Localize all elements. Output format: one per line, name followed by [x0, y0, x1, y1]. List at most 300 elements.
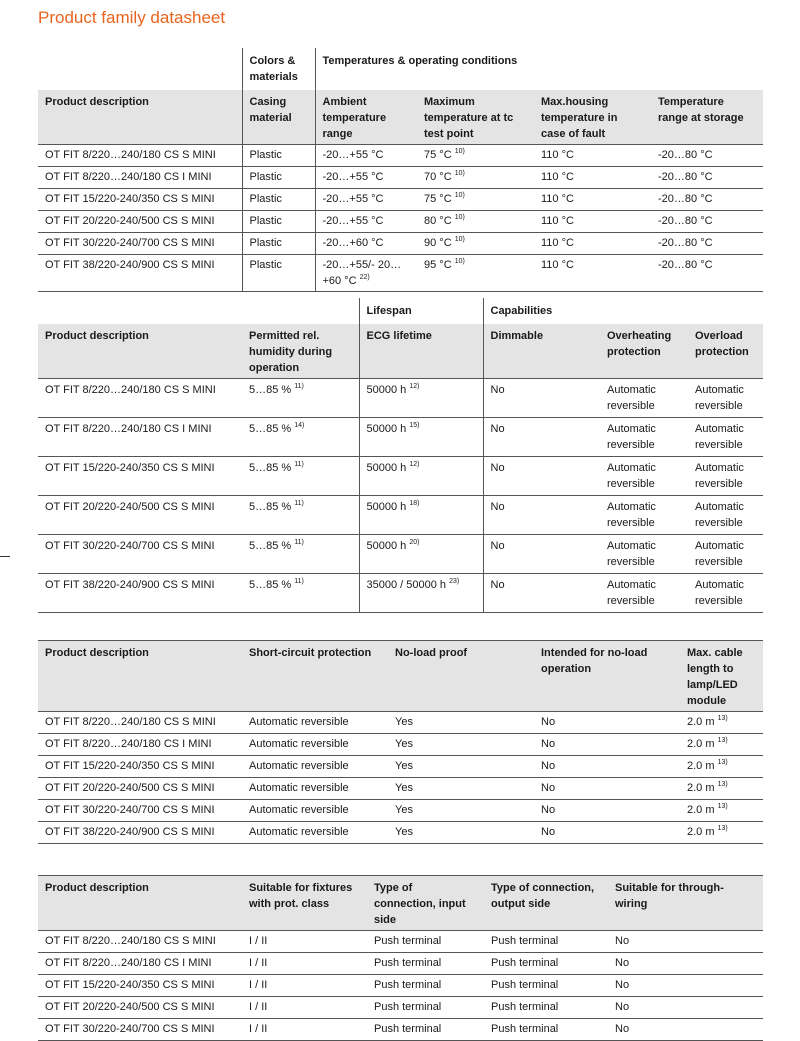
dimmable-cell-value: No	[490, 501, 505, 513]
overheating-cell-value: Automatic reversible	[607, 462, 656, 490]
overheating-cell	[600, 379, 688, 418]
fixtures-cell-value: I / II	[249, 979, 268, 991]
connection-input-cell	[367, 975, 484, 997]
dimmable-cell	[483, 535, 600, 574]
footnote-ref: 10)	[454, 192, 465, 199]
connection-output-cell	[484, 975, 608, 997]
lifetime-cell	[359, 535, 483, 574]
product-name	[38, 734, 242, 756]
through-wiring-cell-value: No	[615, 979, 630, 991]
product-name-value: OT FIT 38/220-240/900 CS S MINI	[45, 579, 215, 591]
casing-cell-value: Plastic	[249, 149, 282, 161]
product-name-value: OT FIT 8/220…240/180 CS S MINI	[45, 935, 216, 947]
max-housing-cell	[534, 145, 651, 167]
product-name-value: OT FIT 8/220…240/180 CS S MINI	[45, 149, 216, 161]
no-load-operation-cell	[534, 800, 680, 822]
cable-length-cell-value: 2.0 m	[687, 738, 715, 750]
casing-cell	[242, 189, 315, 211]
connection-output-cell-value: Push terminal	[491, 935, 559, 947]
connection-input-cell	[367, 1019, 484, 1041]
through-wiring-cell	[608, 975, 763, 997]
protection-table	[38, 640, 763, 844]
short-circuit-cell	[242, 800, 388, 822]
product-name	[38, 953, 242, 975]
footnote-ref: 13)	[717, 759, 728, 766]
no-load-proof-cell	[388, 734, 534, 756]
footnote-ref: 10)	[454, 170, 465, 177]
storage-cell-value: -20…80 °C	[658, 171, 713, 183]
overload-cell-value: Automatic reversible	[695, 501, 744, 529]
connection-output-cell	[484, 931, 608, 953]
product-name-value: OT FIT 8/220…240/180 CS I MINI	[45, 738, 212, 750]
humidity-cell	[242, 457, 359, 496]
overload-cell	[688, 379, 763, 418]
footnote-ref: 20)	[409, 539, 420, 546]
fixtures-cell	[242, 975, 367, 997]
lifetime-cell	[359, 457, 483, 496]
max-tc-cell-value: 75 °C	[424, 193, 452, 205]
product-name-value: OT FIT 8/220…240/180 CS I MINI	[45, 423, 212, 435]
no-load-operation-cell	[534, 712, 680, 734]
footnote-ref: 11)	[294, 461, 304, 468]
product-name	[38, 822, 242, 844]
no-load-proof-cell-value: Yes	[395, 782, 413, 794]
no-load-operation-cell-value: No	[541, 804, 556, 816]
cable-length-cell	[680, 712, 763, 734]
connection-input-cell-value: Push terminal	[374, 979, 442, 991]
lifetime-cell-value: 35000 / 50000 h	[366, 579, 447, 591]
header-product: Product description	[38, 90, 242, 145]
table-row	[38, 189, 763, 211]
header-dimmable: Dimmable	[483, 324, 600, 379]
product-name-value: OT FIT 30/220-240/700 CS S MINI	[45, 1023, 215, 1035]
no-load-operation-cell-value: No	[541, 826, 556, 838]
table-row	[38, 997, 763, 1019]
ambient-cell	[315, 255, 417, 292]
cable-length-cell	[680, 800, 763, 822]
footnote-ref: 18)	[409, 500, 420, 507]
no-load-operation-cell	[534, 822, 680, 844]
max-housing-cell	[534, 211, 651, 233]
dimmable-cell	[483, 418, 600, 457]
table-row	[38, 167, 763, 189]
casing-cell-value: Plastic	[249, 171, 282, 183]
fixtures-cell-value: I / II	[249, 1023, 268, 1035]
cable-length-cell-value: 2.0 m	[687, 804, 715, 816]
lifetime-cell	[359, 574, 483, 613]
overheating-cell-value: Automatic reversible	[607, 579, 656, 607]
overload-cell-value: Automatic reversible	[695, 423, 744, 451]
max-housing-cell-value: 110 °C	[541, 171, 574, 183]
product-name-value: OT FIT 20/220-240/500 CS S MINI	[45, 1001, 215, 1013]
group-temperatures: Temperatures & operating conditions	[315, 48, 763, 90]
through-wiring-cell-value: No	[615, 1023, 630, 1035]
product-name-value: OT FIT 15/220-240/350 CS S MINI	[45, 760, 215, 772]
footnote-ref: 13)	[717, 715, 728, 722]
dimmable-cell-value: No	[490, 462, 505, 474]
humidity-cell-value: 5…85 %	[249, 579, 292, 591]
table-row	[38, 574, 763, 613]
table-row	[38, 712, 763, 734]
footnote-ref: 10)	[454, 258, 465, 265]
table-row	[38, 145, 763, 167]
fixtures-cell-value: I / II	[249, 1001, 268, 1013]
no-load-proof-cell-value: Yes	[395, 804, 413, 816]
footnote-ref: 13)	[717, 737, 728, 744]
short-circuit-cell-value: Automatic reversible	[249, 804, 349, 816]
overheating-cell-value: Automatic reversible	[607, 501, 656, 529]
footnote-ref: 11)	[294, 383, 304, 390]
humidity-cell-value: 5…85 %	[249, 501, 292, 513]
footnote-ref: 15)	[409, 422, 420, 429]
header-connection-output: Type of connection, output side	[484, 876, 608, 931]
max-housing-cell-value: 110 °C	[541, 215, 574, 227]
lifetime-cell-value: 50000 h	[366, 384, 407, 396]
footnote-ref: 14)	[294, 422, 305, 429]
connection-output-cell-value: Push terminal	[491, 1023, 559, 1035]
through-wiring-cell	[608, 997, 763, 1019]
overload-cell	[688, 574, 763, 613]
max-tc-cell	[417, 211, 534, 233]
ambient-cell	[315, 167, 417, 189]
storage-cell-value: -20…80 °C	[658, 215, 713, 227]
casing-cell	[242, 211, 315, 233]
fixtures-cell	[242, 953, 367, 975]
product-name	[38, 997, 242, 1019]
header-overload: Overload protection	[688, 324, 763, 379]
table-row	[38, 457, 763, 496]
product-name	[38, 211, 242, 233]
overload-cell-value: Automatic reversible	[695, 384, 744, 412]
no-load-operation-cell	[534, 778, 680, 800]
product-name	[38, 189, 242, 211]
header-product: Product description	[38, 641, 242, 712]
connection-input-cell	[367, 997, 484, 1019]
short-circuit-cell	[242, 712, 388, 734]
product-name	[38, 167, 242, 189]
group-capabilities: Capabilities	[483, 298, 763, 324]
casing-cell	[242, 145, 315, 167]
group-spacer	[242, 298, 359, 324]
max-tc-cell	[417, 167, 534, 189]
lifetime-cell-value: 50000 h	[366, 462, 407, 474]
no-load-proof-cell-value: Yes	[395, 716, 413, 728]
group-colors-materials: Colors & materials	[242, 48, 315, 90]
product-name-value: OT FIT 15/220-240/350 CS S MINI	[45, 462, 215, 474]
through-wiring-cell-value: No	[615, 935, 630, 947]
humidity-cell	[242, 379, 359, 418]
product-name-value: OT FIT 20/220-240/500 CS S MINI	[45, 215, 215, 227]
overheating-cell-value: Automatic reversible	[607, 540, 656, 568]
storage-cell	[651, 211, 763, 233]
product-name	[38, 535, 242, 574]
storage-cell	[651, 145, 763, 167]
no-load-proof-cell	[388, 712, 534, 734]
header-max-housing: Max.housing temperature in case of fault	[534, 90, 651, 145]
footnote-ref: 13)	[717, 781, 728, 788]
footnote-ref: 13)	[717, 825, 728, 832]
max-housing-cell-value: 110 °C	[541, 149, 574, 161]
overheating-cell-value: Automatic reversible	[607, 423, 656, 451]
no-load-proof-cell-value: Yes	[395, 826, 413, 838]
lifetime-cell	[359, 379, 483, 418]
product-name-value: OT FIT 38/220-240/900 CS S MINI	[45, 826, 215, 838]
lifespan-capabilities-table	[38, 298, 763, 613]
humidity-cell	[242, 496, 359, 535]
group-lifespan: Lifespan	[359, 298, 483, 324]
table-row	[38, 1019, 763, 1041]
table-row	[38, 931, 763, 953]
fixtures-cell-value: I / II	[249, 935, 268, 947]
through-wiring-cell	[608, 953, 763, 975]
cable-length-cell	[680, 734, 763, 756]
dimmable-cell-value: No	[490, 423, 505, 435]
humidity-cell-value: 5…85 %	[249, 462, 292, 474]
storage-cell	[651, 255, 763, 292]
product-name	[38, 1019, 242, 1041]
ambient-cell-value: -20…+55 °C	[322, 149, 384, 161]
header-connection-input: Type of connection, input side	[367, 876, 484, 931]
fixtures-cell-value: I / II	[249, 957, 268, 969]
table-row	[38, 953, 763, 975]
header-max-tc: Maximum temperature at tc test point	[417, 90, 534, 145]
through-wiring-cell	[608, 931, 763, 953]
dimmable-cell-value: No	[490, 384, 505, 396]
header-short-circuit: Short-circuit protection	[242, 641, 388, 712]
no-load-operation-cell-value: No	[541, 738, 556, 750]
max-tc-cell-value: 80 °C	[424, 215, 452, 227]
storage-cell	[651, 167, 763, 189]
connection-output-cell	[484, 997, 608, 1019]
page-title: Product family datasheet	[38, 8, 226, 27]
humidity-cell	[242, 418, 359, 457]
cable-length-cell-value: 2.0 m	[687, 716, 715, 728]
connection-input-cell-value: Push terminal	[374, 935, 442, 947]
lifetime-cell	[359, 418, 483, 457]
overheating-cell	[600, 418, 688, 457]
lifetime-cell	[359, 496, 483, 535]
no-load-operation-cell-value: No	[541, 782, 556, 794]
header-lifetime: ECG lifetime	[359, 324, 483, 379]
short-circuit-cell	[242, 756, 388, 778]
fixtures-cell	[242, 1019, 367, 1041]
no-load-proof-cell-value: Yes	[395, 760, 413, 772]
header-through-wiring: Suitable for through-wiring	[608, 876, 763, 931]
product-name-value: OT FIT 15/220-240/350 CS S MINI	[45, 979, 215, 991]
product-name-value: OT FIT 15/220-240/350 CS S MINI	[45, 193, 215, 205]
footnote-ref: 13)	[717, 803, 728, 810]
product-name-value: OT FIT 8/220…240/180 CS S MINI	[45, 384, 216, 396]
table-row	[38, 496, 763, 535]
max-tc-cell-value: 75 °C	[424, 149, 452, 161]
table-row	[38, 379, 763, 418]
header-overheating: Overheating protection	[600, 324, 688, 379]
dimmable-cell-value: No	[490, 579, 505, 591]
short-circuit-cell-value: Automatic reversible	[249, 738, 349, 750]
ambient-cell	[315, 145, 417, 167]
connection-input-cell-value: Push terminal	[374, 1001, 442, 1013]
table-row	[38, 734, 763, 756]
header-humidity: Permitted rel. humidity during operation	[242, 324, 359, 379]
table-row	[38, 778, 763, 800]
overheating-cell	[600, 535, 688, 574]
casing-cell-value: Plastic	[249, 259, 282, 271]
footnote-ref: 12)	[409, 383, 420, 390]
storage-cell	[651, 189, 763, 211]
cable-length-cell	[680, 822, 763, 844]
product-name-value: OT FIT 8/220…240/180 CS I MINI	[45, 957, 212, 969]
fixtures-cell	[242, 997, 367, 1019]
footnote-ref: 22)	[359, 274, 370, 281]
product-name	[38, 975, 242, 997]
dimmable-cell	[483, 574, 600, 613]
through-wiring-cell-value: No	[615, 957, 630, 969]
product-name	[38, 778, 242, 800]
product-name	[38, 574, 242, 613]
product-name	[38, 379, 242, 418]
product-name	[38, 255, 242, 292]
overload-cell	[688, 457, 763, 496]
header-cable-length: Max. cable length to lamp/LED module	[680, 641, 763, 712]
connection-output-cell	[484, 953, 608, 975]
cable-length-cell-value: 2.0 m	[687, 760, 715, 772]
casing-cell	[242, 233, 315, 255]
connection-output-cell-value: Push terminal	[491, 979, 559, 991]
product-name-value: OT FIT 30/220-240/700 CS S MINI	[45, 540, 215, 552]
ambient-cell-value: -20…+55/- 20…+60 °C	[322, 259, 402, 287]
storage-cell	[651, 233, 763, 255]
short-circuit-cell-value: Automatic reversible	[249, 760, 349, 772]
no-load-proof-cell	[388, 756, 534, 778]
connection-table	[38, 875, 763, 1041]
no-load-proof-cell	[388, 822, 534, 844]
short-circuit-cell	[242, 778, 388, 800]
connection-input-cell-value: Push terminal	[374, 957, 442, 969]
no-load-operation-cell-value: No	[541, 760, 556, 772]
humidity-cell	[242, 535, 359, 574]
ambient-cell-value: -20…+60 °C	[322, 237, 384, 249]
no-load-operation-cell	[534, 734, 680, 756]
margin-mark	[0, 556, 10, 557]
max-tc-cell-value: 90 °C	[424, 237, 452, 249]
product-name	[38, 756, 242, 778]
lifetime-cell-value: 50000 h	[366, 501, 407, 513]
table-row	[38, 975, 763, 997]
short-circuit-cell	[242, 822, 388, 844]
short-circuit-cell	[242, 734, 388, 756]
connection-output-cell-value: Push terminal	[491, 1001, 559, 1013]
storage-cell-value: -20…80 °C	[658, 259, 713, 271]
max-tc-cell	[417, 189, 534, 211]
no-load-proof-cell-value: Yes	[395, 738, 413, 750]
table-row	[38, 255, 763, 292]
connection-output-cell-value: Push terminal	[491, 957, 559, 969]
max-tc-cell-value: 70 °C	[424, 171, 452, 183]
no-load-operation-cell-value: No	[541, 716, 556, 728]
footnote-ref: 11)	[294, 539, 304, 546]
overload-cell	[688, 535, 763, 574]
header-ambient: Ambient temperature range	[315, 90, 417, 145]
temperatures-table	[38, 48, 763, 292]
casing-cell	[242, 255, 315, 292]
cable-length-cell-value: 2.0 m	[687, 826, 715, 838]
connection-input-cell	[367, 931, 484, 953]
ambient-cell-value: -20…+55 °C	[322, 193, 384, 205]
lifetime-cell-value: 50000 h	[366, 423, 407, 435]
table-row	[38, 211, 763, 233]
table-row	[38, 418, 763, 457]
max-housing-cell	[534, 255, 651, 292]
no-load-operation-cell	[534, 756, 680, 778]
product-name	[38, 418, 242, 457]
through-wiring-cell-value: No	[615, 1001, 630, 1013]
footnote-ref: 10)	[454, 148, 465, 155]
product-name	[38, 496, 242, 535]
overload-cell	[688, 496, 763, 535]
group-spacer	[38, 48, 242, 90]
max-tc-cell	[417, 233, 534, 255]
storage-cell-value: -20…80 °C	[658, 149, 713, 161]
footnote-ref: 10)	[454, 236, 465, 243]
ambient-cell	[315, 189, 417, 211]
max-tc-cell-value: 95 °C	[424, 259, 452, 271]
overheating-cell	[600, 457, 688, 496]
no-load-proof-cell	[388, 778, 534, 800]
humidity-cell-value: 5…85 %	[249, 423, 292, 435]
max-housing-cell-value: 110 °C	[541, 193, 574, 205]
dimmable-cell	[483, 496, 600, 535]
product-name	[38, 800, 242, 822]
product-name	[38, 457, 242, 496]
overheating-cell	[600, 496, 688, 535]
humidity-cell-value: 5…85 %	[249, 540, 292, 552]
product-name-value: OT FIT 30/220-240/700 CS S MINI	[45, 804, 215, 816]
max-housing-cell-value: 110 °C	[541, 237, 574, 249]
short-circuit-cell-value: Automatic reversible	[249, 782, 349, 794]
connection-input-cell	[367, 953, 484, 975]
footnote-ref: 12)	[409, 461, 420, 468]
ambient-cell-value: -20…+55 °C	[322, 215, 384, 227]
table-row	[38, 800, 763, 822]
header-casing: Casing material	[242, 90, 315, 145]
max-housing-cell	[534, 189, 651, 211]
cable-length-cell-value: 2.0 m	[687, 782, 715, 794]
cable-length-cell	[680, 778, 763, 800]
footnote-ref: 10)	[454, 214, 465, 221]
humidity-cell	[242, 574, 359, 613]
header-fixtures: Suitable for fixtures with prot. class	[242, 876, 367, 931]
product-name-value: OT FIT 8/220…240/180 CS I MINI	[45, 171, 212, 183]
through-wiring-cell	[608, 1019, 763, 1041]
storage-cell-value: -20…80 °C	[658, 193, 713, 205]
product-name	[38, 233, 242, 255]
dimmable-cell	[483, 457, 600, 496]
max-housing-cell	[534, 167, 651, 189]
table-row	[38, 535, 763, 574]
short-circuit-cell-value: Automatic reversible	[249, 826, 349, 838]
header-storage: Temperature range at storage	[651, 90, 763, 145]
overheating-cell	[600, 574, 688, 613]
product-name	[38, 145, 242, 167]
dimmable-cell	[483, 379, 600, 418]
connection-output-cell	[484, 1019, 608, 1041]
product-name-value: OT FIT 8/220…240/180 CS S MINI	[45, 716, 216, 728]
header-no-load-operation: Intended for no-load operation	[534, 641, 680, 712]
max-tc-cell	[417, 145, 534, 167]
max-tc-cell	[417, 255, 534, 292]
casing-cell-value: Plastic	[249, 193, 282, 205]
footnote-ref: 23)	[449, 578, 460, 585]
